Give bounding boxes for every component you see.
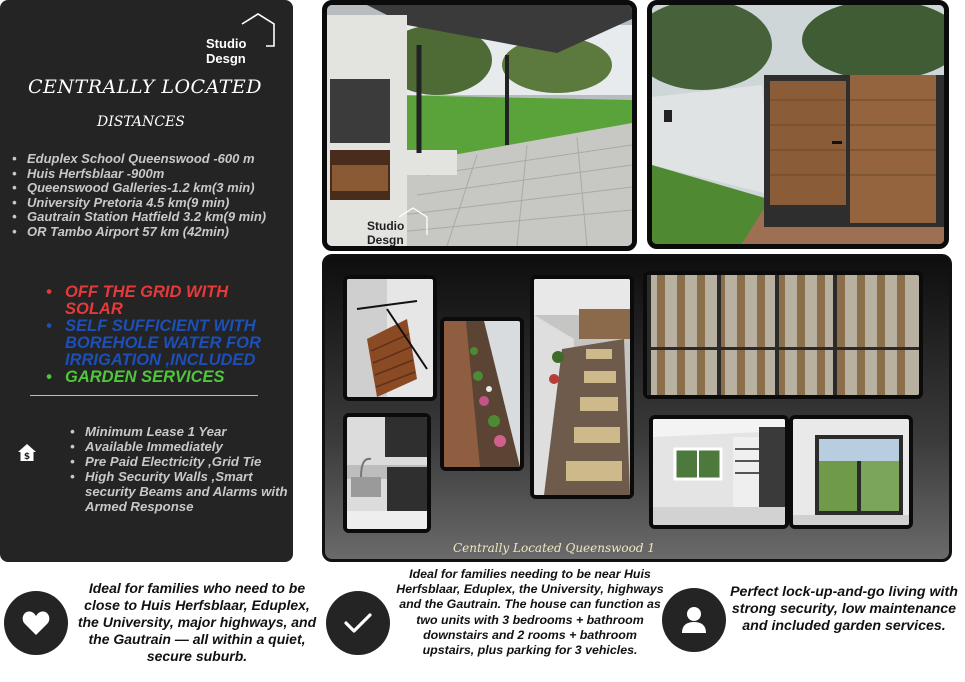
patio-photo bbox=[322, 0, 637, 251]
lockup-text: Perfect lock-up-and-go living with strong security, low maintenance and included garden services. bbox=[730, 584, 958, 634]
lease-list bbox=[68, 424, 288, 514]
photo-gallery bbox=[322, 254, 952, 562]
gallery-photo-stairs bbox=[343, 275, 437, 401]
list-item: • OR Tambo Airport 57 km (42min) bbox=[10, 225, 266, 240]
list-item: • Available Immediately bbox=[68, 439, 288, 454]
heart-badge bbox=[4, 591, 68, 655]
list-item: • Eduplex School Queenswood -600 m bbox=[10, 152, 266, 167]
gallery-photo-doors bbox=[789, 415, 913, 529]
gallery-photo-flowerbed bbox=[440, 317, 524, 471]
distance-list bbox=[10, 152, 266, 240]
watermark-line1: Studio bbox=[367, 219, 405, 233]
list-item: • Huis Herfsblaar -900m bbox=[10, 167, 266, 182]
watermark-line2: Desgn bbox=[367, 233, 404, 246]
check-icon bbox=[344, 612, 372, 634]
families-text: Ideal for families who need to be close to Huis Herfsblaar, Eduplex, the University, major highways, and the Gautrain — all within a quiet, secure suburb. bbox=[77, 580, 317, 664]
svg-text:$: $ bbox=[23, 452, 31, 462]
list-item: • University Pretoria 4.5 km(9 min) bbox=[10, 196, 266, 211]
dual-units-text: Ideal for families needing to be near Huis Herfsblaar, Eduplex, the University, highways and the Gautrain. The house can function as two units with 3 bedrooms + bathroom downstairs and 2 rooms + bathroom upstairs, plus parking for 3 vehicles. bbox=[396, 567, 664, 658]
check-badge bbox=[326, 591, 390, 655]
brand-name bbox=[206, 36, 246, 66]
feature-list bbox=[46, 284, 286, 386]
feature-borehole: • SELF SUFFICIENT WITH BOREHOLE WATER FOR IRRIGATION ,INCLUDED bbox=[46, 318, 286, 369]
gallery-photo-path bbox=[530, 275, 634, 499]
list-item: • Gautrain Station Hatfield 3.2 km(9 min) bbox=[10, 210, 266, 225]
list-item: • High Security Walls ,Smart security Beams and Alarms with Armed Response bbox=[68, 469, 288, 514]
brand-name-line1: Studio bbox=[206, 36, 247, 51]
user-badge bbox=[662, 588, 726, 652]
panel-subtitle: DISTANCES bbox=[97, 114, 185, 130]
info-panel bbox=[0, 0, 293, 562]
gallery-photo-slats bbox=[643, 271, 923, 399]
gate-image bbox=[652, 5, 944, 244]
list-item: • Pre Paid Electricity ,Grid Tie bbox=[68, 454, 288, 469]
divider bbox=[30, 395, 258, 396]
gallery-photo-bedroom bbox=[649, 415, 789, 529]
list-item: • Minimum Lease 1 Year bbox=[68, 424, 288, 439]
panel-title: CENTRALLY LOCATED bbox=[28, 76, 263, 98]
home-dollar-icon bbox=[17, 443, 37, 463]
feature-garden: • GARDEN SERVICES bbox=[46, 369, 286, 386]
gallery-photo-kitchen bbox=[343, 413, 431, 533]
brand-name-line2: Desgn bbox=[206, 51, 246, 66]
list-item: • Queenswood Galleries-1.2 km(3 min) bbox=[10, 181, 266, 196]
gallery-caption: Centrally Located Queenswood 1 bbox=[453, 541, 655, 555]
user-icon bbox=[681, 606, 707, 634]
patio-image bbox=[327, 5, 632, 246]
feature-solar: • OFF THE GRID WITH SOLAR bbox=[46, 284, 286, 318]
heart-icon bbox=[22, 610, 50, 636]
gate-photo bbox=[647, 0, 949, 249]
brand-logo bbox=[206, 12, 286, 70]
